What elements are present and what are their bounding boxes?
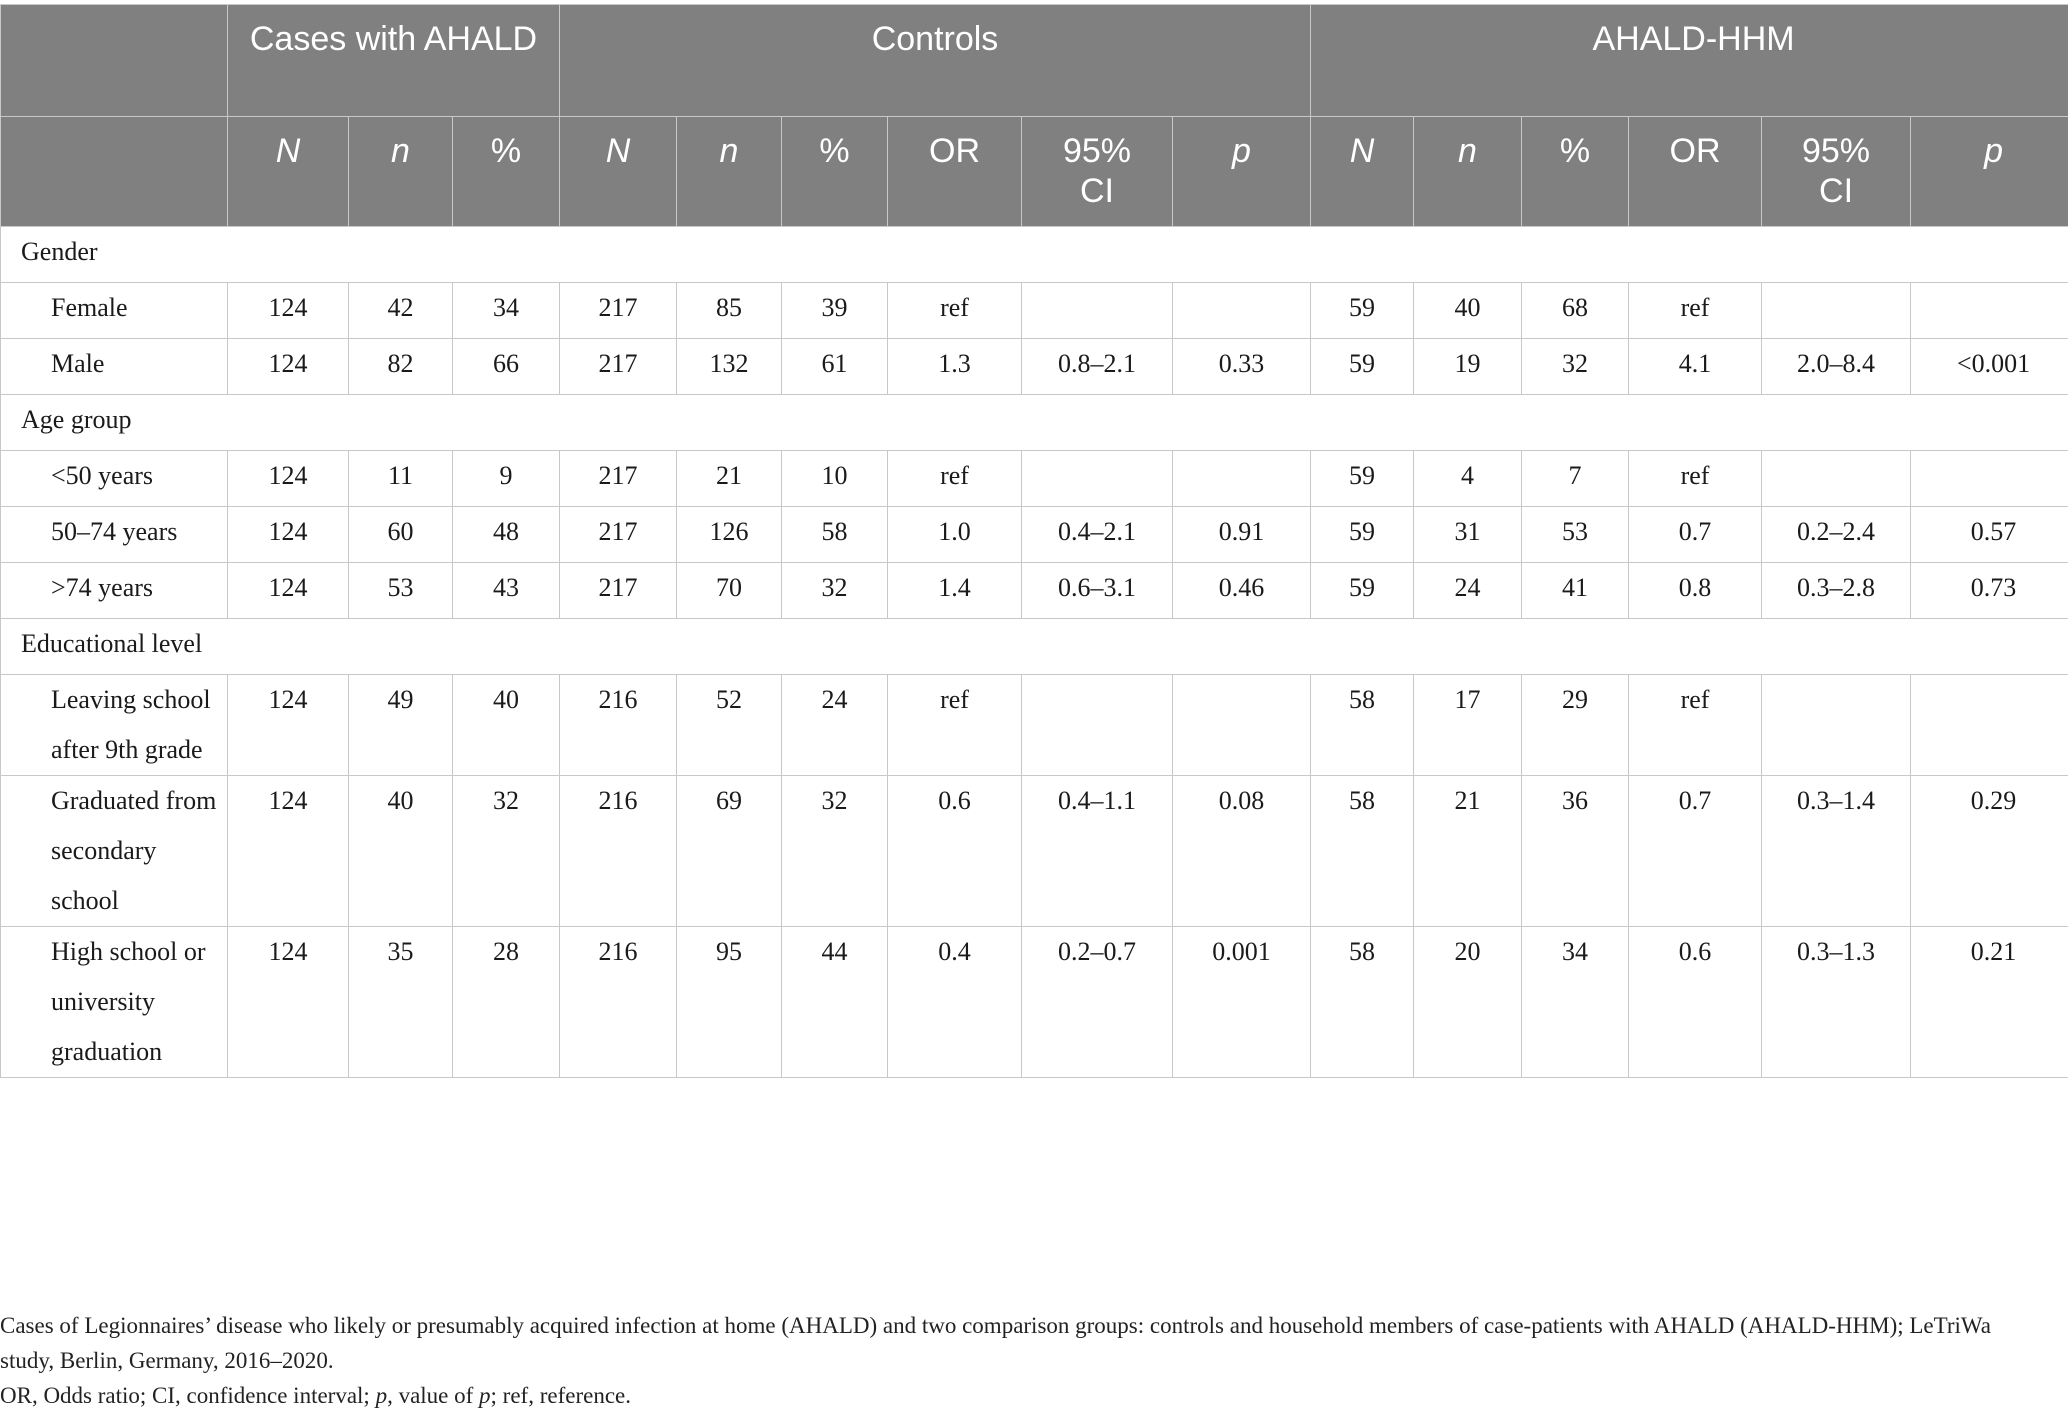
cell-hhm-n: 40 xyxy=(1414,283,1522,339)
col-header-controls-or: OR xyxy=(888,117,1022,227)
cell-hhm-n: 4 xyxy=(1414,451,1522,507)
cell-hhm-pct: 34 xyxy=(1522,927,1629,1078)
cell-controls-pct: 44 xyxy=(782,927,888,1078)
cell-hhm-p: <0.001 xyxy=(1911,339,2068,395)
cell-controls-p: 0.46 xyxy=(1173,563,1311,619)
cell-controls-ci xyxy=(1022,451,1173,507)
cell-cases-pct: 43 xyxy=(453,563,560,619)
cell-cases-N: 124 xyxy=(228,451,349,507)
cell-hhm-pct: 7 xyxy=(1522,451,1629,507)
col-header-controls-pct: % xyxy=(782,117,888,227)
col-header-hhm-p: p xyxy=(1911,117,2068,227)
cell-hhm-pct: 68 xyxy=(1522,283,1629,339)
cell-cases-N: 124 xyxy=(228,776,349,927)
cell-controls-or: 1.3 xyxy=(888,339,1022,395)
cell-hhm-or: ref xyxy=(1629,283,1762,339)
cell-controls-p: 0.91 xyxy=(1173,507,1311,563)
cell-cases-n: 82 xyxy=(349,339,453,395)
cell-hhm-n: 21 xyxy=(1414,776,1522,927)
header-column-row xyxy=(1,117,2068,227)
cell-controls-p: 0.33 xyxy=(1173,339,1311,395)
cell-controls-n: 21 xyxy=(677,451,782,507)
cell-cases-N: 124 xyxy=(228,675,349,776)
section-row xyxy=(1,395,2068,451)
header-group-hhm: AHALD-HHM xyxy=(1311,5,2068,117)
row-label: Female xyxy=(1,283,228,339)
header-group-row xyxy=(1,5,2068,117)
cell-hhm-n: 31 xyxy=(1414,507,1522,563)
table-caption xyxy=(0,1308,2050,1413)
caption-abbreviations: OR, Odds ratio; CI, confidence interval; p, value of p; ref, reference. xyxy=(0,1383,631,1408)
cell-cases-N: 124 xyxy=(228,563,349,619)
cell-controls-p: 0.001 xyxy=(1173,927,1311,1078)
cell-cases-n: 53 xyxy=(349,563,453,619)
table-row xyxy=(1,675,2068,776)
cell-controls-ci xyxy=(1022,675,1173,776)
cell-hhm-p xyxy=(1911,675,2068,776)
cell-hhm-or: 0.7 xyxy=(1629,507,1762,563)
cell-controls-or: 0.4 xyxy=(888,927,1022,1078)
cell-hhm-n: 24 xyxy=(1414,563,1522,619)
row-label: Leaving school after 9th grade xyxy=(1,675,228,776)
cell-controls-n: 52 xyxy=(677,675,782,776)
cell-cases-pct: 32 xyxy=(453,776,560,927)
cell-hhm-p: 0.73 xyxy=(1911,563,2068,619)
cell-controls-p xyxy=(1173,283,1311,339)
cell-controls-or: ref xyxy=(888,675,1022,776)
cell-hhm-pct: 53 xyxy=(1522,507,1629,563)
cell-cases-N: 124 xyxy=(228,339,349,395)
cell-controls-n: 132 xyxy=(677,339,782,395)
cell-controls-p xyxy=(1173,451,1311,507)
cell-hhm-or: ref xyxy=(1629,675,1762,776)
table-row xyxy=(1,283,2068,339)
cell-hhm-n: 20 xyxy=(1414,927,1522,1078)
cell-controls-n: 95 xyxy=(677,927,782,1078)
table-row xyxy=(1,339,2068,395)
cell-hhm-p xyxy=(1911,283,2068,339)
cell-hhm-N: 59 xyxy=(1311,563,1414,619)
cell-cases-pct: 9 xyxy=(453,451,560,507)
table-row xyxy=(1,563,2068,619)
cell-hhm-ci: 0.3–2.8 xyxy=(1762,563,1911,619)
cell-cases-pct: 48 xyxy=(453,507,560,563)
row-label: Male xyxy=(1,339,228,395)
cell-hhm-pct: 32 xyxy=(1522,339,1629,395)
row-label: 50–74 years xyxy=(1,507,228,563)
cell-controls-N: 217 xyxy=(560,507,677,563)
cell-cases-n: 40 xyxy=(349,776,453,927)
cell-cases-n: 35 xyxy=(349,927,453,1078)
cell-controls-or: 0.6 xyxy=(888,776,1022,927)
cell-cases-pct: 66 xyxy=(453,339,560,395)
cell-cases-N: 124 xyxy=(228,927,349,1078)
col-header-hhm-or: OR xyxy=(1629,117,1762,227)
cell-controls-N: 216 xyxy=(560,675,677,776)
cell-hhm-n: 19 xyxy=(1414,339,1522,395)
cell-hhm-N: 59 xyxy=(1311,339,1414,395)
cell-controls-p xyxy=(1173,675,1311,776)
cell-controls-ci: 0.4–1.1 xyxy=(1022,776,1173,927)
cell-controls-n: 126 xyxy=(677,507,782,563)
cell-hhm-p: 0.57 xyxy=(1911,507,2068,563)
cell-controls-p: 0.08 xyxy=(1173,776,1311,927)
cell-cases-n: 42 xyxy=(349,283,453,339)
section-title: Educational level xyxy=(1,619,2068,675)
cell-cases-pct: 34 xyxy=(453,283,560,339)
cell-hhm-ci: 2.0–8.4 xyxy=(1762,339,1911,395)
demographics-table xyxy=(0,4,2068,1078)
col-header-hhm-pct: % xyxy=(1522,117,1629,227)
cell-hhm-p xyxy=(1911,451,2068,507)
header-blank xyxy=(1,5,228,117)
table-row xyxy=(1,451,2068,507)
cell-controls-or: 1.4 xyxy=(888,563,1022,619)
cell-hhm-N: 58 xyxy=(1311,675,1414,776)
cell-controls-pct: 32 xyxy=(782,563,888,619)
cell-hhm-pct: 36 xyxy=(1522,776,1629,927)
cell-hhm-pct: 29 xyxy=(1522,675,1629,776)
col-header-cases-pct: % xyxy=(453,117,560,227)
cell-hhm-ci: 0.3–1.3 xyxy=(1762,927,1911,1078)
cell-controls-pct: 24 xyxy=(782,675,888,776)
col-header-cases-n: n xyxy=(349,117,453,227)
cell-hhm-or: 0.6 xyxy=(1629,927,1762,1078)
cell-controls-N: 216 xyxy=(560,776,677,927)
cell-hhm-ci xyxy=(1762,283,1911,339)
col-header-hhm-N: N xyxy=(1311,117,1414,227)
cell-controls-pct: 61 xyxy=(782,339,888,395)
table-row xyxy=(1,507,2068,563)
section-row xyxy=(1,619,2068,675)
col-header-cases-N: N xyxy=(228,117,349,227)
cell-hhm-or: 0.7 xyxy=(1629,776,1762,927)
cell-hhm-or: 4.1 xyxy=(1629,339,1762,395)
col-header-controls-ci: 95% CI xyxy=(1022,117,1173,227)
cell-controls-or: 1.0 xyxy=(888,507,1022,563)
cell-hhm-N: 59 xyxy=(1311,283,1414,339)
cell-hhm-N: 59 xyxy=(1311,507,1414,563)
cell-controls-N: 217 xyxy=(560,563,677,619)
cell-cases-n: 49 xyxy=(349,675,453,776)
cell-hhm-n: 17 xyxy=(1414,675,1522,776)
cell-hhm-ci xyxy=(1762,675,1911,776)
cell-controls-ci: 0.2–0.7 xyxy=(1022,927,1173,1078)
cell-controls-N: 216 xyxy=(560,927,677,1078)
table-row xyxy=(1,776,2068,927)
col-header-controls-N: N xyxy=(560,117,677,227)
cell-controls-N: 217 xyxy=(560,283,677,339)
row-label: High school or university graduation xyxy=(1,927,228,1078)
cell-hhm-N: 58 xyxy=(1311,927,1414,1078)
cell-controls-n: 85 xyxy=(677,283,782,339)
cell-cases-pct: 40 xyxy=(453,675,560,776)
caption-description: Cases of Legionnaires’ disease who likely or presumably acquired infection at home (AHALD) and two comparison groups: controls and household members of case-patients with AHALD (AHALD-HHM); LeTriWa study, Berlin, Germany, 2016–2020. xyxy=(0,1313,1992,1373)
cell-controls-n: 69 xyxy=(677,776,782,927)
table-body xyxy=(1,227,2068,1078)
cell-controls-pct: 10 xyxy=(782,451,888,507)
cell-cases-N: 124 xyxy=(228,507,349,563)
col-header-hhm-n: n xyxy=(1414,117,1522,227)
section-title: Gender xyxy=(1,227,2068,283)
cell-hhm-ci: 0.2–2.4 xyxy=(1762,507,1911,563)
cell-hhm-N: 59 xyxy=(1311,451,1414,507)
cell-cases-n: 60 xyxy=(349,507,453,563)
cell-controls-ci: 0.8–2.1 xyxy=(1022,339,1173,395)
cell-hhm-ci: 0.3–1.4 xyxy=(1762,776,1911,927)
cell-cases-pct: 28 xyxy=(453,927,560,1078)
cell-hhm-p: 0.21 xyxy=(1911,927,2068,1078)
row-label: >74 years xyxy=(1,563,228,619)
section-row xyxy=(1,227,2068,283)
cell-controls-pct: 58 xyxy=(782,507,888,563)
header-group-cases: Cases with AHALD xyxy=(228,5,560,117)
cell-hhm-or: ref xyxy=(1629,451,1762,507)
header-group-controls: Controls xyxy=(560,5,1311,117)
cell-hhm-N: 58 xyxy=(1311,776,1414,927)
row-label: Graduated from secondary school xyxy=(1,776,228,927)
cell-hhm-ci xyxy=(1762,451,1911,507)
cell-hhm-p: 0.29 xyxy=(1911,776,2068,927)
col-header-hhm-ci: 95% CI xyxy=(1762,117,1911,227)
section-title: Age group xyxy=(1,395,2068,451)
cell-controls-or: ref xyxy=(888,283,1022,339)
cell-cases-N: 124 xyxy=(228,283,349,339)
col-header-controls-n: n xyxy=(677,117,782,227)
cell-controls-pct: 32 xyxy=(782,776,888,927)
cell-controls-pct: 39 xyxy=(782,283,888,339)
cell-cases-n: 11 xyxy=(349,451,453,507)
cell-controls-ci xyxy=(1022,283,1173,339)
row-label: <50 years xyxy=(1,451,228,507)
cell-controls-ci: 0.6–3.1 xyxy=(1022,563,1173,619)
cell-controls-N: 217 xyxy=(560,339,677,395)
header-blank-sub xyxy=(1,117,228,227)
cell-hhm-or: 0.8 xyxy=(1629,563,1762,619)
cell-controls-N: 217 xyxy=(560,451,677,507)
col-header-controls-p: p xyxy=(1173,117,1311,227)
cell-controls-ci: 0.4–2.1 xyxy=(1022,507,1173,563)
cell-controls-or: ref xyxy=(888,451,1022,507)
cell-hhm-pct: 41 xyxy=(1522,563,1629,619)
table-row xyxy=(1,927,2068,1078)
cell-controls-n: 70 xyxy=(677,563,782,619)
